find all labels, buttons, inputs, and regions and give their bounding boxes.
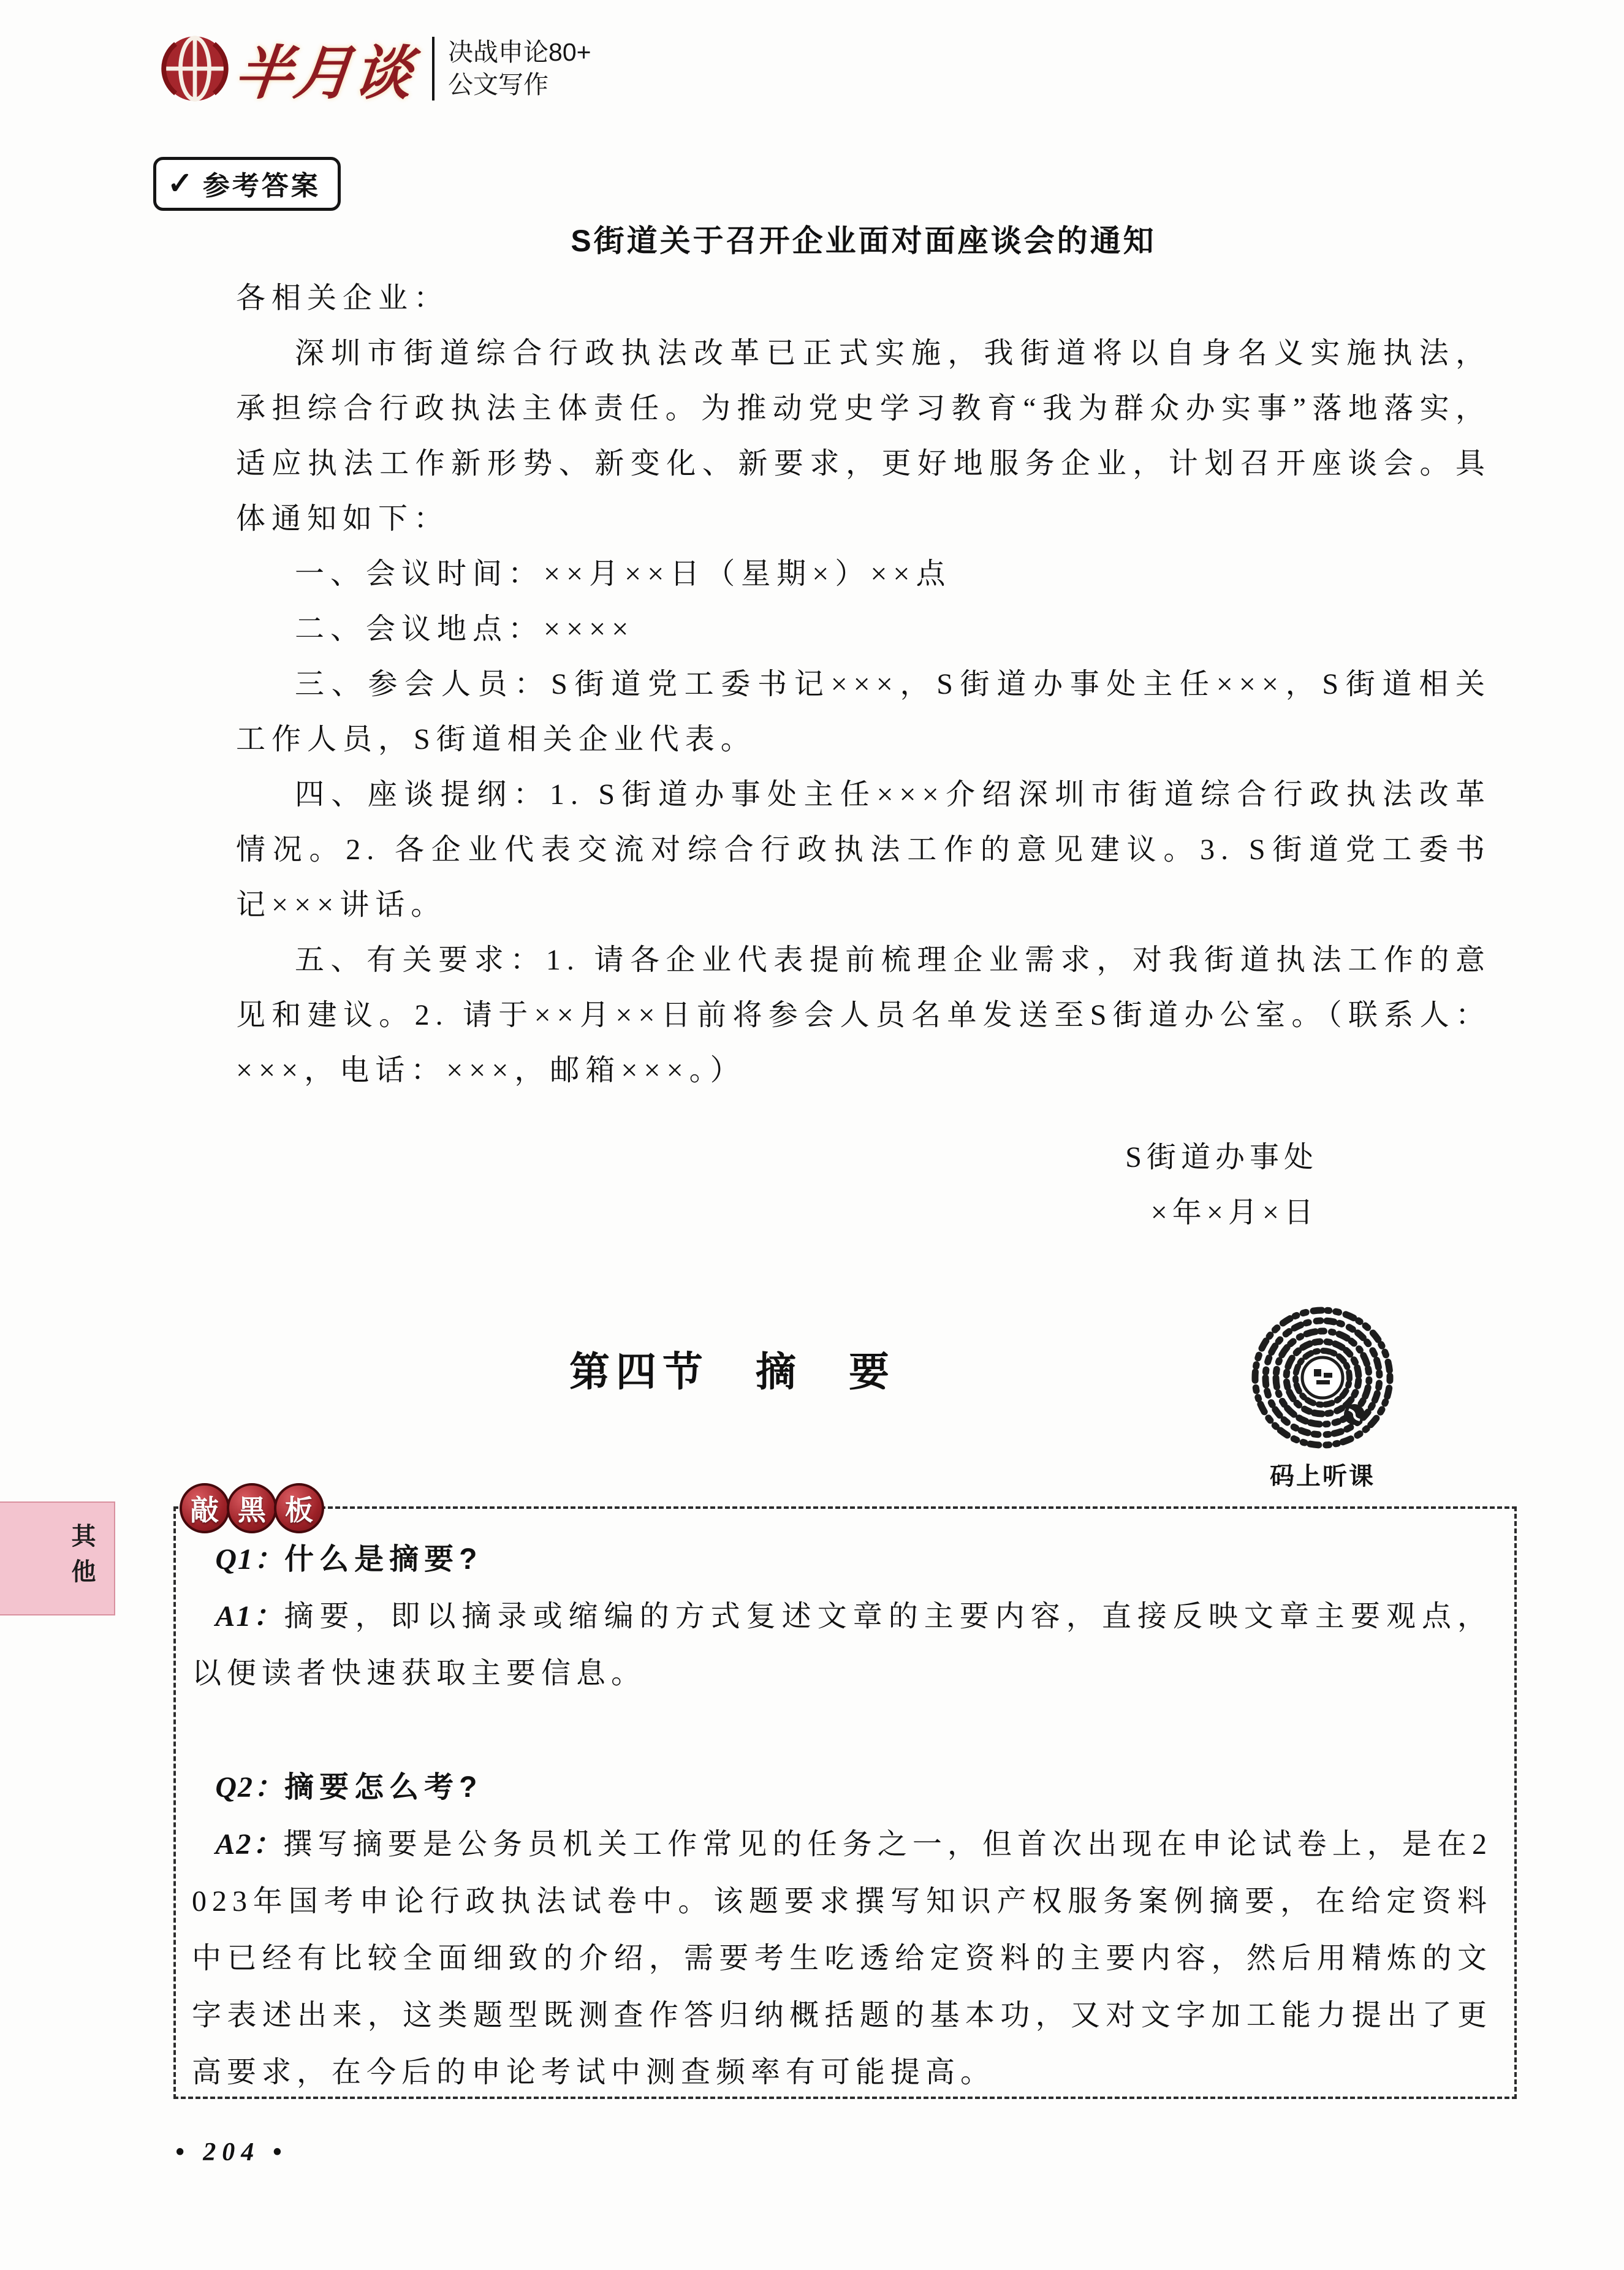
notice-paragraph: 五、有关要求：1. 请各企业代表提前梳理企业需求，对我街道执法工作的意见和建议。2. 请于××月××日前将参会人员名单发送至S街道办公室。（联系人：×××，电话：×××，邮箱×××。）: [236, 944, 1491, 1087]
qr-caption: 码上听课: [1270, 1463, 1375, 1490]
blackboard-box: [173, 1494, 1517, 2099]
notice-document: [236, 214, 1491, 1240]
chapter-subtitle: 公文写作: [448, 70, 549, 99]
sidebar-tab-other: [0, 1501, 115, 1615]
notice-paragraph: 四、座谈提纲：1. S街道办事处主任×××介绍深圳市街道综合行政执法改革情况。2. 各企业代表交流对综合行政执法工作的意见建议。3. S街道党工委书记×××讲话。: [236, 778, 1491, 921]
banyuetan-emblem-icon: [161, 34, 229, 103]
question-text: 什么是摘要?: [284, 1543, 483, 1576]
answer-text: 摘要，即以摘录或缩编的方式复述文章的主要内容，直接反映文章主要观点，以便读者快速获取主要信息。: [192, 1600, 1492, 1690]
question-text: 摘要怎么考?: [284, 1771, 483, 1804]
notice-signer: S街道办事处: [1125, 1141, 1318, 1174]
answer-label: A1：: [215, 1600, 284, 1633]
section-title: 第四节 摘 要: [569, 1349, 895, 1394]
blackboard-badge-char: 黑: [227, 1483, 277, 1533]
notice-paragraph: 一、会议时间：××月××日（星期×）××点: [295, 558, 952, 590]
answer-line: [192, 1588, 1492, 1702]
page-header: [161, 27, 591, 110]
notice-paragraph: 深圳市街道综合行政执法改革已正式实施，我街道将以自身名义实施执法，承担综合行政执法主体责任。为推动党史学习教育“我为群众办实事”落地落实，适应执法工作新形势、新变化、新要求，更好地服务企业，计划召开座谈会。具体通知如下：: [236, 337, 1491, 535]
qa-content: [176, 1509, 1514, 2101]
answer-line: [192, 1816, 1492, 2101]
sidebar-tab-label: 其他: [68, 1523, 95, 1594]
header-series-block: [448, 36, 591, 101]
qr-code: [1249, 1304, 1396, 1451]
notice-title: S街道关于召开企业面对面座谈会的通知: [571, 224, 1156, 258]
reference-answer-label: 参考答案: [202, 171, 321, 201]
question-label: Q2：: [215, 1771, 285, 1804]
header-divider: [432, 37, 434, 101]
answer-label: A2：: [215, 1828, 283, 1861]
qa-pair: [192, 1759, 1492, 2101]
question-label: Q1：: [215, 1543, 285, 1576]
qr-block: [1244, 1304, 1401, 1492]
check-icon: ✓: [167, 166, 193, 200]
blackboard-badge-char: 板: [274, 1483, 324, 1533]
qa-pair: [192, 1531, 1492, 1702]
question-line: [192, 1759, 1492, 1816]
page-number: • 204 •: [175, 2138, 288, 2166]
blackboard-badge-char: 敲: [180, 1483, 230, 1533]
notice-salutation: 各相关企业：: [236, 282, 450, 314]
notice-date: ×年×月×日: [1150, 1196, 1318, 1229]
series-title: 决战申论80+: [448, 38, 591, 66]
brand-logotype: 半月谈: [231, 41, 417, 106]
notice-paragraph: 二、会议地点：××××: [295, 613, 635, 645]
notice-paragraph: 三、参会人员：S街道党工委书记×××，S街道办事处主任×××，S街道相关工作人员，S街道相关企业代表。: [236, 668, 1491, 756]
question-line: [192, 1531, 1492, 1588]
answer-text: 撰写摘要是公务员机关工作常见的任务之一，但首次出现在申论试卷上，是在2023年国考申论行政执法试卷中。该题要求撰写知识产权服务案例摘要，在给定资料中已经有比较全面细致的介绍，需要考生吃透给定资料的主要内容，然后用精炼的文字表述出来，这类题型既测查作答归纳概括题的基本功，又对文字加工能力提出了更高要求，在今后的申论考试中测查频率有可能提高。: [192, 1828, 1492, 2089]
notice-signature-block: [236, 1130, 1491, 1240]
blackboard-badge: [180, 1483, 321, 1533]
reference-answer-badge: [153, 157, 341, 211]
